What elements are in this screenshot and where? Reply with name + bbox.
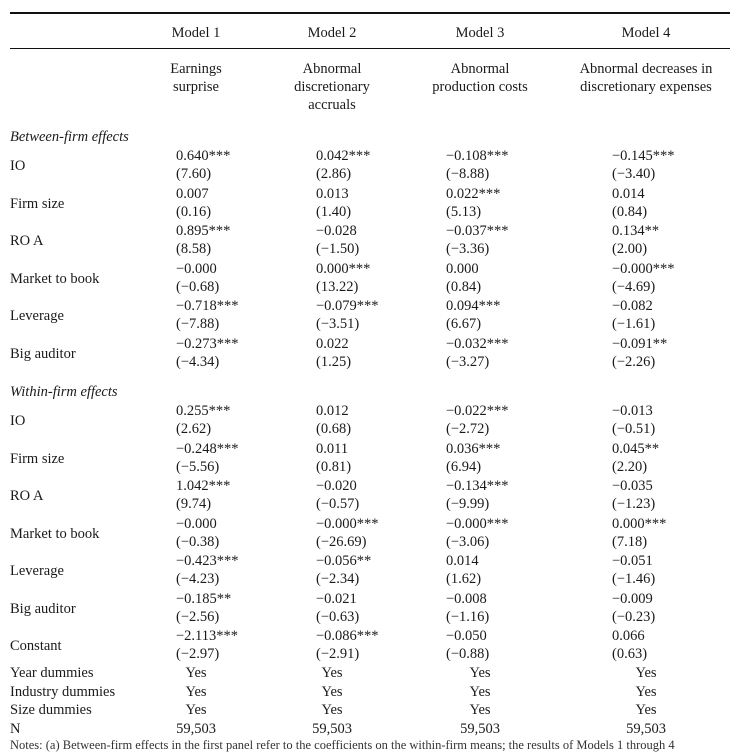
footer-row-value: Yes bbox=[185, 683, 207, 700]
coefficient-cell: −0.051 bbox=[612, 553, 653, 569]
coefficient-cell: −0.108*** bbox=[446, 148, 509, 164]
coefficient-cell: −0.013 bbox=[612, 403, 653, 419]
footer-row-label: Size dummies bbox=[10, 702, 92, 719]
t-statistic-cell: (2.00) bbox=[612, 241, 648, 257]
footer-row-value: 59,503 bbox=[626, 721, 666, 738]
coefficient-cell: 0.000*** bbox=[316, 260, 371, 277]
footer-row-value: Yes bbox=[469, 702, 491, 719]
footer-row-value: Yes bbox=[321, 665, 343, 681]
t-statistic-cell: (0.16) bbox=[176, 203, 212, 220]
section-title: Between-firm effects bbox=[10, 129, 129, 145]
t-statistic-cell: (−3.51) bbox=[316, 316, 360, 332]
footer-row-value: Yes bbox=[469, 665, 491, 681]
dependent-variable-label: Abnormal decreases in bbox=[579, 61, 713, 77]
t-statistic-cell: (8.58) bbox=[176, 241, 212, 257]
t-statistic-cell: (9.74) bbox=[176, 496, 212, 512]
coefficient-cell: 0.011 bbox=[316, 440, 349, 457]
t-statistic-cell: (6.67) bbox=[446, 316, 482, 332]
row-label: RO A bbox=[10, 488, 44, 504]
coefficient-cell: −0.082 bbox=[612, 298, 653, 314]
t-statistic-cell: (−4.23) bbox=[176, 571, 220, 587]
coefficient-cell: −0.009 bbox=[612, 590, 653, 607]
footer-row-value: Yes bbox=[635, 702, 657, 719]
coefficient-cell: −0.000*** bbox=[446, 515, 509, 532]
coefficient-cell: −0.035 bbox=[612, 478, 653, 494]
coefficient-cell: 0.255*** bbox=[176, 403, 231, 419]
row-label: Market to book bbox=[10, 525, 100, 542]
coefficient-cell: −0.273*** bbox=[176, 335, 239, 352]
t-statistic-cell: (1.40) bbox=[316, 203, 352, 220]
header-rule bbox=[10, 48, 730, 49]
footer-row-value: Yes bbox=[469, 683, 491, 700]
coefficient-cell: 0.013 bbox=[316, 185, 349, 202]
t-statistic-cell: (0.84) bbox=[612, 203, 648, 220]
coefficient-cell: 0.042*** bbox=[316, 148, 371, 164]
footer-row-value: Yes bbox=[635, 683, 657, 700]
t-statistic-cell: (−1.46) bbox=[612, 571, 656, 587]
top-rule bbox=[10, 12, 730, 14]
footer-row-value: 59,503 bbox=[312, 721, 352, 738]
t-statistic-cell: (−3.27) bbox=[446, 353, 490, 370]
dependent-variable-label: production costs bbox=[432, 79, 528, 95]
coefficient-cell: 0.022*** bbox=[446, 185, 501, 202]
coefficient-cell: 0.014 bbox=[446, 553, 479, 569]
coefficient-cell: −0.718*** bbox=[176, 298, 239, 314]
t-statistic-cell: (6.94) bbox=[446, 458, 482, 475]
footer-row-value: Yes bbox=[321, 683, 343, 700]
t-statistic-cell: (−0.88) bbox=[446, 646, 490, 662]
row-label: Firm size bbox=[10, 450, 65, 467]
row-label: Leverage bbox=[10, 308, 64, 324]
t-statistic-cell: (2.86) bbox=[316, 166, 352, 182]
row-label: Firm size bbox=[10, 195, 65, 212]
t-statistic-cell: (−9.99) bbox=[446, 496, 490, 512]
coefficient-cell: −0.086*** bbox=[316, 628, 379, 644]
t-statistic-cell: (−8.88) bbox=[446, 166, 490, 182]
dependent-variable-label: discretionary expenses bbox=[580, 79, 712, 95]
t-statistic-cell: (1.25) bbox=[316, 353, 352, 370]
dependent-variable-label: Abnormal bbox=[302, 61, 362, 77]
coefficient-cell: −0.021 bbox=[316, 590, 357, 607]
coefficient-cell: −0.000*** bbox=[316, 515, 379, 532]
t-statistic-cell: (2.20) bbox=[612, 458, 648, 475]
dependent-variable-label: accruals bbox=[308, 97, 356, 113]
coefficient-cell: 0.094*** bbox=[446, 298, 501, 314]
t-statistic-cell: (7.18) bbox=[612, 533, 648, 550]
row-label: Leverage bbox=[10, 563, 64, 579]
coefficient-cell: −2.113*** bbox=[176, 628, 239, 644]
t-statistic-cell: (5.13) bbox=[446, 203, 482, 220]
t-statistic-cell: (−2.72) bbox=[446, 421, 490, 437]
row-label: Big auditor bbox=[10, 600, 76, 617]
t-statistic-cell: (−4.69) bbox=[612, 278, 656, 295]
dependent-variable-label: Abnormal bbox=[450, 61, 510, 77]
coefficient-cell: 0.007 bbox=[176, 185, 209, 202]
t-statistic-cell: (−7.88) bbox=[176, 316, 220, 332]
coefficient-cell: −0.028 bbox=[316, 223, 357, 239]
footer-row-label: N bbox=[10, 721, 21, 738]
coefficient-cell: −0.000 bbox=[176, 260, 217, 277]
model-header: Model 1 bbox=[171, 25, 221, 41]
coefficient-cell: −0.008 bbox=[446, 590, 487, 607]
model-header: Model 4 bbox=[621, 25, 671, 41]
coefficient-cell: 0.014 bbox=[612, 185, 645, 202]
coefficient-cell: 0.640*** bbox=[176, 148, 231, 164]
footer-row-label: Year dummies bbox=[10, 665, 94, 681]
t-statistic-cell: (0.84) bbox=[446, 278, 482, 295]
row-label: Market to book bbox=[10, 270, 100, 287]
coefficient-cell: 1.042*** bbox=[176, 478, 231, 494]
coefficient-cell: −0.000 bbox=[176, 515, 217, 532]
coefficient-cell: −0.091** bbox=[612, 335, 668, 352]
t-statistic-cell: (−2.97) bbox=[176, 646, 220, 662]
t-statistic-cell: (−2.56) bbox=[176, 608, 220, 625]
footer-row-value: 59,503 bbox=[460, 721, 500, 738]
t-statistic-cell: (−1.61) bbox=[612, 316, 656, 332]
t-statistic-cell: (−3.36) bbox=[446, 241, 490, 257]
coefficient-cell: −0.022*** bbox=[446, 403, 509, 419]
t-statistic-cell: (−1.23) bbox=[612, 496, 656, 512]
footer-row-label: Industry dummies bbox=[10, 683, 116, 700]
t-statistic-cell: (−1.50) bbox=[316, 241, 360, 257]
t-statistic-cell: (−5.56) bbox=[176, 458, 220, 475]
t-statistic-cell: (−0.57) bbox=[316, 496, 360, 512]
coefficient-cell: 0.000*** bbox=[612, 515, 667, 532]
coefficient-cell: −0.145*** bbox=[612, 148, 675, 164]
coefficient-cell: −0.032*** bbox=[446, 335, 509, 352]
t-statistic-cell: (0.81) bbox=[316, 458, 352, 475]
t-statistic-cell: (−0.51) bbox=[612, 421, 656, 437]
coefficient-cell: 0.022 bbox=[316, 335, 349, 352]
t-statistic-cell: (−3.06) bbox=[446, 533, 490, 550]
footer-row-value: Yes bbox=[635, 665, 657, 681]
coefficient-cell: −0.000*** bbox=[612, 260, 675, 277]
row-label: RO A bbox=[10, 233, 44, 249]
coefficient-cell: 0.895*** bbox=[176, 223, 231, 239]
coefficient-cell: 0.045** bbox=[612, 440, 660, 457]
t-statistic-cell: (−2.26) bbox=[612, 353, 656, 370]
coefficient-cell: −0.248*** bbox=[176, 440, 239, 457]
t-statistic-cell: (−0.68) bbox=[176, 278, 220, 295]
dependent-variable-label: surprise bbox=[173, 79, 219, 95]
t-statistic-cell: (−2.91) bbox=[316, 646, 360, 662]
footer-row-value: Yes bbox=[185, 665, 207, 681]
coefficient-cell: −0.050 bbox=[446, 628, 487, 644]
t-statistic-cell: (2.62) bbox=[176, 421, 212, 437]
row-label: IO bbox=[10, 413, 26, 429]
coefficient-cell: 0.134** bbox=[612, 223, 660, 239]
coefficient-cell: −0.079*** bbox=[316, 298, 379, 314]
t-statistic-cell: (−0.63) bbox=[316, 608, 360, 625]
t-statistic-cell: (−1.16) bbox=[446, 608, 490, 625]
dependent-variable-label: Earnings bbox=[170, 61, 222, 77]
row-label: IO bbox=[10, 158, 26, 174]
footer-row-value: Yes bbox=[185, 702, 207, 719]
table-note-cutoff: Notes: (a) Between-firm effects in the first panel refer to the coefficients on the within-firm means; the results of Models 1 through 4 bbox=[10, 738, 675, 752]
section-title: Within-firm effects bbox=[10, 384, 118, 400]
footer-row-value: 59,503 bbox=[176, 721, 216, 738]
model-header: Model 2 bbox=[307, 25, 357, 41]
t-statistic-cell: (−0.23) bbox=[612, 608, 656, 625]
coefficient-cell: 0.066 bbox=[612, 628, 645, 644]
coefficient-cell: 0.000 bbox=[446, 260, 479, 277]
coefficient-cell: −0.037*** bbox=[446, 223, 509, 239]
t-statistic-cell: (−2.34) bbox=[316, 571, 360, 587]
dependent-variable-label: discretionary bbox=[294, 79, 370, 95]
coefficient-cell: −0.134*** bbox=[446, 478, 509, 494]
t-statistic-cell: (−3.40) bbox=[612, 166, 656, 182]
row-label: Big auditor bbox=[10, 345, 76, 362]
t-statistic-cell: (0.63) bbox=[612, 646, 648, 662]
t-statistic-cell: (−0.38) bbox=[176, 533, 220, 550]
t-statistic-cell: (0.68) bbox=[316, 421, 352, 437]
t-statistic-cell: (13.22) bbox=[316, 278, 359, 295]
t-statistic-cell: (−26.69) bbox=[316, 533, 367, 550]
row-label: Constant bbox=[10, 638, 62, 654]
coefficient-cell: 0.012 bbox=[316, 403, 349, 419]
t-statistic-cell: (−4.34) bbox=[176, 353, 220, 370]
coefficient-cell: −0.056** bbox=[316, 553, 372, 569]
coefficient-cell: 0.036*** bbox=[446, 440, 501, 457]
model-header: Model 3 bbox=[455, 25, 505, 41]
coefficient-cell: −0.423*** bbox=[176, 553, 239, 569]
footer-row-value: Yes bbox=[321, 702, 343, 719]
coefficient-cell: −0.020 bbox=[316, 478, 357, 494]
coefficient-cell: −0.185** bbox=[176, 590, 232, 607]
t-statistic-cell: (1.62) bbox=[446, 571, 482, 587]
t-statistic-cell: (7.60) bbox=[176, 166, 212, 182]
